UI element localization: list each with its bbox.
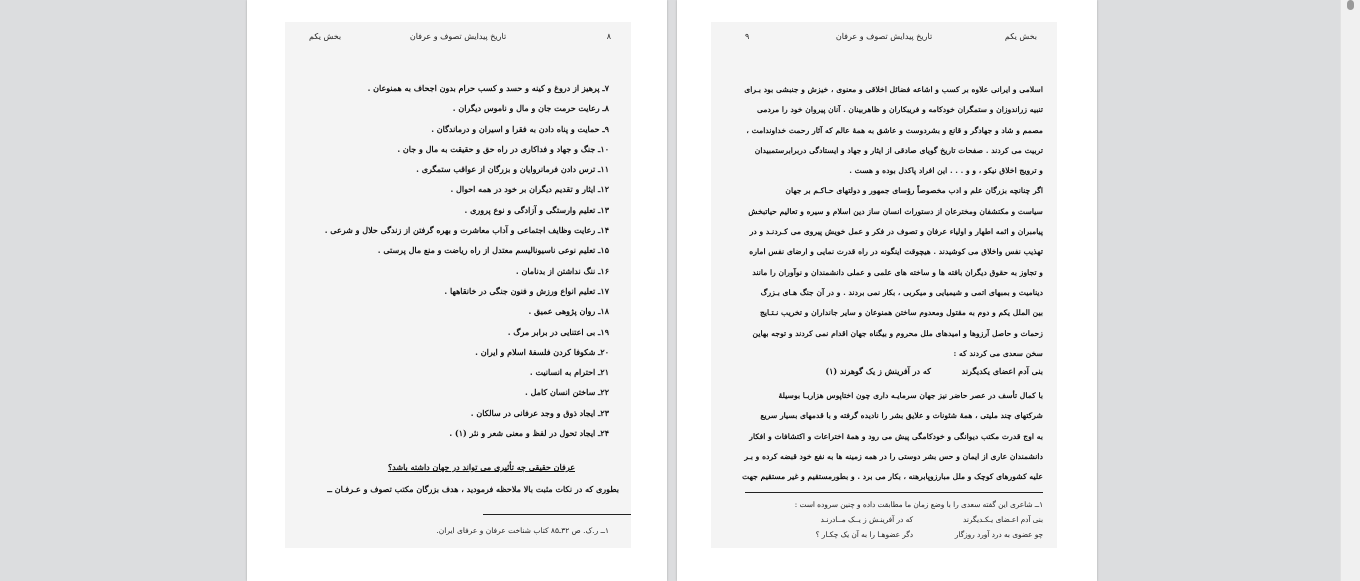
text-line: پیامبران و ائمه اطهار و اولیاء عرفان و تصوف در فکر و عمل خویش پیروی می کـردنـد و در — [749, 227, 1043, 237]
text-line: تربیت می کردند . صفحات تاریخ گویای صادقی از ایثار و جهاد و ایستادگی دربرابرستمبیدان — [754, 145, 1043, 155]
list-item: ۲۲ـ ساختن انسان کامل . — [525, 387, 609, 398]
footnote-rule — [745, 492, 1043, 493]
paragraph: بطوری که در نکات مثبت بالا ملاحظه فرمودید ، هدف بزرگان مکتب تصوف و عـرفـان ــ — [327, 484, 619, 494]
list-item: ۱۵ـ تعلیم نوعی ناسیونالیسم معتدل از راه ریاضت و منع مال پرستی . — [377, 245, 609, 256]
text-line: سخن سعدی می کردند که : — [953, 348, 1043, 358]
hemistich: دگر عضوهـا را به آن یک چکـار ؟ — [815, 530, 913, 539]
page-header — [711, 32, 1057, 46]
poem-verse — [733, 366, 1043, 386]
footnote — [727, 500, 1043, 545]
list-item: ۹ـ حمایت و پناه دادن به فقرا و اسیران و درماندگان . — [431, 123, 609, 134]
text-line: علیه کشورهای کوچک و ملل مبارزوپابرهنه ، بکار می برد . و بطورمستقیم و غیر مستقیم جهت — [742, 472, 1043, 482]
scanned-page-8 — [285, 22, 631, 548]
list-item: ۱۲ـ ایثار و تقدیم دیگران بر خود در همه احوال . — [450, 184, 609, 195]
hemistich: که در آفرینـش ز یــک مــادرنـد — [820, 515, 913, 524]
text-line: و ترویج اخلاق نیکو ، و و . . . این افراد پاکدل بوده و هست . — [849, 166, 1043, 176]
text-line: تنبیه زراندوزان و ستمگران خودکامه و فریبکاران و ظاهربینان . آنان پیروان خود را مردمی — [756, 105, 1043, 115]
text-line: تهذیب نفس واخلاق می کوشیدند . هیچوقت اینگونه در راه قدرت نمایی و ارضای نفس اماره — [749, 247, 1043, 257]
hemistich: بنی آدم اعضای یکدیگرند — [961, 366, 1043, 376]
list-item: ۱۳ـ تعلیم وارستگی و آزادگی و نوع پروری . — [464, 204, 609, 215]
text-line: دانشمندان عاری از ایمان و حس بشر دوستی را در همه زمینه ها به نفع خود قبضه کرده و بـر — [744, 451, 1043, 461]
list-item: ۱۰ـ جنگ و جهاد و فداکاری در راه حق و حقیقت به مال و جان . — [397, 143, 609, 154]
text-line: دینامیت و بمبهای اتمی و شیمیایی و میکربی ، بکار نمی بردند . و در آن جنگ هـای بـزرگ — [760, 287, 1043, 297]
page-number: ۸ — [606, 32, 611, 41]
list-item: ۱۷ـ تعلیم انواع ورزش و فنون جنگی در خانقاهها . — [444, 285, 609, 296]
hemistich: چو عضوی به درد آورد روزگار — [954, 530, 1043, 539]
hemistich: که در آفرینش ز یک گوهرند (۱) — [825, 366, 931, 376]
body-text — [733, 80, 1043, 364]
list-item: ۲۳ـ ایجاد ذوق و وجد عرفانی در سالکان . — [470, 407, 609, 418]
vertical-scrollbar[interactable] — [1340, 0, 1360, 581]
list-item: ۷ـ پرهیز از دروغ و کینه و حسد و کسب حرام بدون اجحاف به همنوعان . — [367, 83, 609, 93]
text-line: به اوج قدرت مکتب دیوانگی و خودکامگی پیش می رود و همهٔ اختراعات و اکتشافات و افکار — [749, 431, 1043, 441]
list-item: ۱۸ـ روان پژوهی عمیق . — [528, 306, 609, 317]
page-8 — [247, 0, 667, 581]
page-number: ۹ — [745, 32, 750, 41]
text-line: اسلامی و ایرانی علاوه بر کسب و اشاعه فضائل اخلاقی و معنوی ، خیزش و جنبشی بود بـرای — [744, 85, 1043, 94]
list-item: ۱۶ـ ننگ نداشتن از بدنامان . — [515, 265, 609, 276]
scanned-page-9 — [711, 22, 1057, 548]
footnote: ۱ــ ر.ک. ص ۳۲ـ۸۵ کتاب شناخت عرفان و عرفای ایران. — [436, 526, 609, 535]
text-line: با کمال تأسف در عصر حاضر نیز جهان سرمایـه داری چون اختاپوس هزاربـا بوسیلهٔ — [778, 391, 1043, 400]
scrollbar-thumb[interactable] — [1347, 0, 1354, 10]
list — [295, 78, 609, 443]
text-line: سیاست و مکتشفان ومخترعان از دستورات انسان ساز دین اسلام و سیره و تعالیم حیاتبخش — [748, 206, 1043, 216]
running-title: تاریخ پیدایش تصوف و عرفان — [835, 32, 933, 41]
body-text — [733, 386, 1043, 487]
text-line: بین الملل یکم و دوم به مقتول ومعدوم ساختن همنوعان و سایر جانداران و تخریب نـتـایج — [759, 308, 1043, 318]
list-item: ۱۴ـ رعایت وظایف اجتماعی و آداب معاشرت و بهره گرفتن از زندگی حلال و شرعی . — [324, 225, 609, 236]
list-item: ۱۱ـ ترس دادن فرمانروایان و بزرگان از عواقب ستمگری . — [416, 164, 609, 175]
section-label: بخش یکم — [1004, 32, 1037, 41]
footnote-intro: ۱ــ شاعری این گفته سعدی را با وضع زمان ما مطابقت داده و چنین سروده است : — [794, 500, 1043, 509]
text-line: اگر چنانچه بزرگان علم و ادب مخصوصاً رؤسای جمهور و دولتهای حـاکـم بر جهان — [785, 186, 1043, 196]
list-item: ۸ـ رعایت حرمت جان و مال و ناموس دیگران . — [452, 103, 609, 114]
page-9 — [677, 0, 1097, 581]
text-line: زحمات و حاصل آرزوها و امیدهای ملل محروم و بیگناه جهان اقدام نمی کردند و توجه بهاین — [752, 328, 1043, 338]
running-title: تاریخ پیدایش تصوف و عرفان — [409, 32, 507, 41]
hemistich: بنی آدم اعـضای یـکـدیگرند — [963, 515, 1043, 524]
list-item: ۱۹ـ بی اعتنایی در برابر مرگ . — [507, 326, 609, 337]
section-question: عرفان حقیقی چه تأثیری می تواند در جهان داشته باشد؟ — [387, 462, 575, 472]
list-item: ۲۱ـ احترام به انسانیت . — [529, 367, 609, 378]
section-label: بخش یکم — [309, 32, 342, 41]
text-line: شرکتهای چند ملیتی ، همهٔ شئونات و علایق بشر را نادیده گرفته و با قدمهای بسیار سریع — [760, 411, 1043, 421]
list-item: ۲۰ـ شکوفا کردن فلسفهٔ اسلام و ایران . — [475, 346, 609, 357]
list-item: ۲۴ـ ایجاد تحول در لفظ و معنی شعر و نثر (۱) . — [449, 428, 609, 439]
page-header — [285, 32, 631, 46]
text-line: مصمم و شاد و جهادگر و قانع و بشردوست و عاشق به همهٔ عالم که آثار رحمت خداوندامت ، — [746, 125, 1043, 135]
footnote-rule — [483, 514, 631, 515]
text-line: و تجاوز به حقوق دیگران بافته ها و ساخته های علمی و عملی دانشمندان و نوآوران را مانند — [752, 267, 1043, 277]
